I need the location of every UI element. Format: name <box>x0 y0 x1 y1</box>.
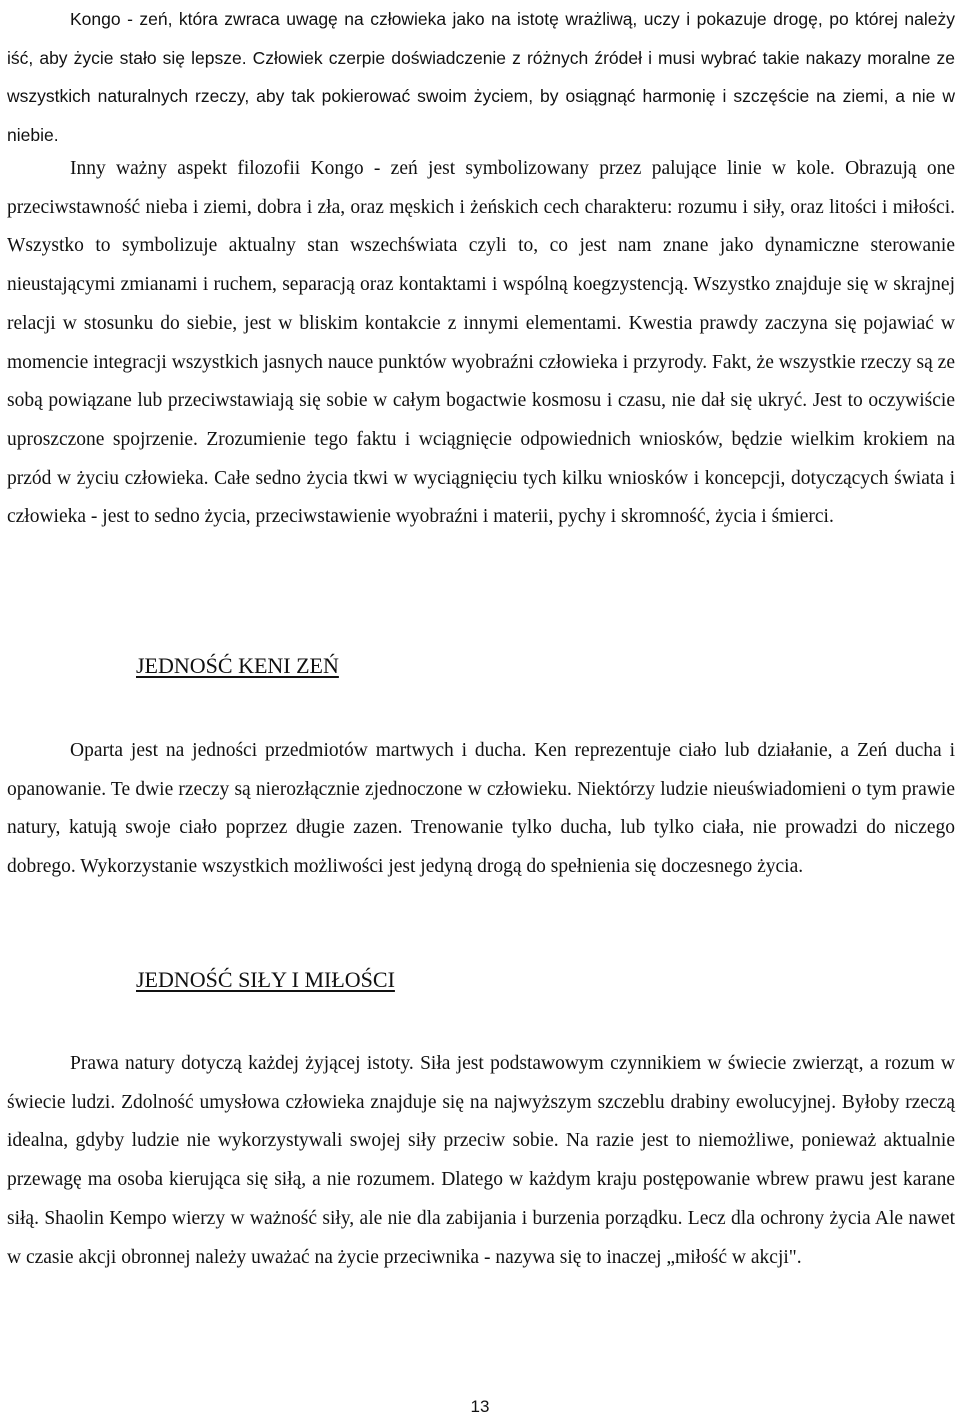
page-number: 13 <box>470 1397 490 1416</box>
keni-zen-paragraph: Oparta jest na jedności przedmiotów martwych i ducha. Ken reprezentuje ciało lub działanie, a Zeń ducha i opanowanie. Te dwie rzeczy są nierozłącznie zjednoczone w człowieku. Niektórzy ludzie nieuświadomieni o tym prawie natury, katują swoje ciało poprzez długie zazen. Trenowanie tylko ducha, lub tylko ciała, nie prowadzi do niczego dobrego. Wykorzystanie wszystkich możliwości jest jedyną drogą do spełnienia się doczesnego życia. <box>7 740 955 878</box>
section-heading-sily-i-milosci: JEDNOŚĆ SIŁY I MIŁOŚCI <box>136 967 395 992</box>
sily-i-milosci-paragraph: Prawa natury dotyczą każdej żyjącej istoty. Siła jest podstawowym czynnikiem w świecie zwierząt, a rozum w świecie ludzi. Zdolność umysłowa człowieka znajduje się na najwyższym szczeblu drabiny ewolucyjnej. Byłoby rzeczą idealna, gdyby ludzie nie wykorzystywali swojej siły przeciw sobie. Na razie jest to niemożliwe, ponieważ aktualnie przewagę ma osoba kierująca się siłą, a nie rozumem. Dlatego w każdym kraju postępowanie wbrew prawu jest karane siłą. Shaolin Kempo wierzy w ważność siły, ale nie dla zabijania i burzenia porządku. Lecz dla ochrony życia Ale nawet w czasie akcji obronnej należy uważać na życie przeciwnika - nazywa się to inaczej „miłość w akcji". <box>7 1053 955 1268</box>
intro-paragraph: Kongo - zeń, która zwraca uwagę na człowieka jako na istotę wrażliwą, uczy i pokazuje drogę, po której należy iść, aby życie stało się lepsze. Człowiek czerpie doświadczenie z różnych źródeł i musi wybrać takie nakazy moralne ze wszystkich naturalnych rzeczy, aby tak pokierować swoim życiem, by osiągnąć harmonię i szczęście na ziemi, a nie w niebie. <box>7 9 955 146</box>
section-heading-keni-zen: JEDNOŚĆ KENI ZEŃ <box>136 653 339 678</box>
philosophy-paragraph: Inny ważny aspekt filozofii Kongo - zeń jest symbolizowany przez palujące linie w kole. Obrazują one przeciwstawność nieba i ziemi, dobra i zła, oraz męskich i żeńskich cech charakteru: rozumu i siły, oraz litości i miłości. Wszystko to symbolizuje aktualny stan wszechświata czyli to, co jest nam znane jako dynamiczne sterowanie nieustającymi zmianami i ruchem, separacją oraz kontaktami i wspólną koegzystencją. Wszystko znajduje się w skrajnej relacji w stosunku do siebie, jest w bliskim kontakcie z innymi elementami. Kwestia prawdy zaczyna się pojawiać w momencie integracji wszystkich jasnych nauce punktów wyobraźni człowieka i przyrody. Fakt, że wszystkie rzeczy są ze sobą powiązane lub przeciwstawiają się sobie w całym bogactwie kosmosu i czasu, nie dał się ukryć. Jest to oczywiście uproszczone spojrzenie. Zrozumienie tego faktu i wciągnięcie odpowiednich wniosków, będzie wielkim krokiem na przód w życiu człowieka. Całe sedno życia tkwi w wyciągnięciu tych kilku wniosków i koncepcji, dotyczących świata i człowieka - jest to sedno życia, przeciwstawienie wyobraźni i materii, pychy i skromność, życia i śmierci. <box>7 158 955 528</box>
